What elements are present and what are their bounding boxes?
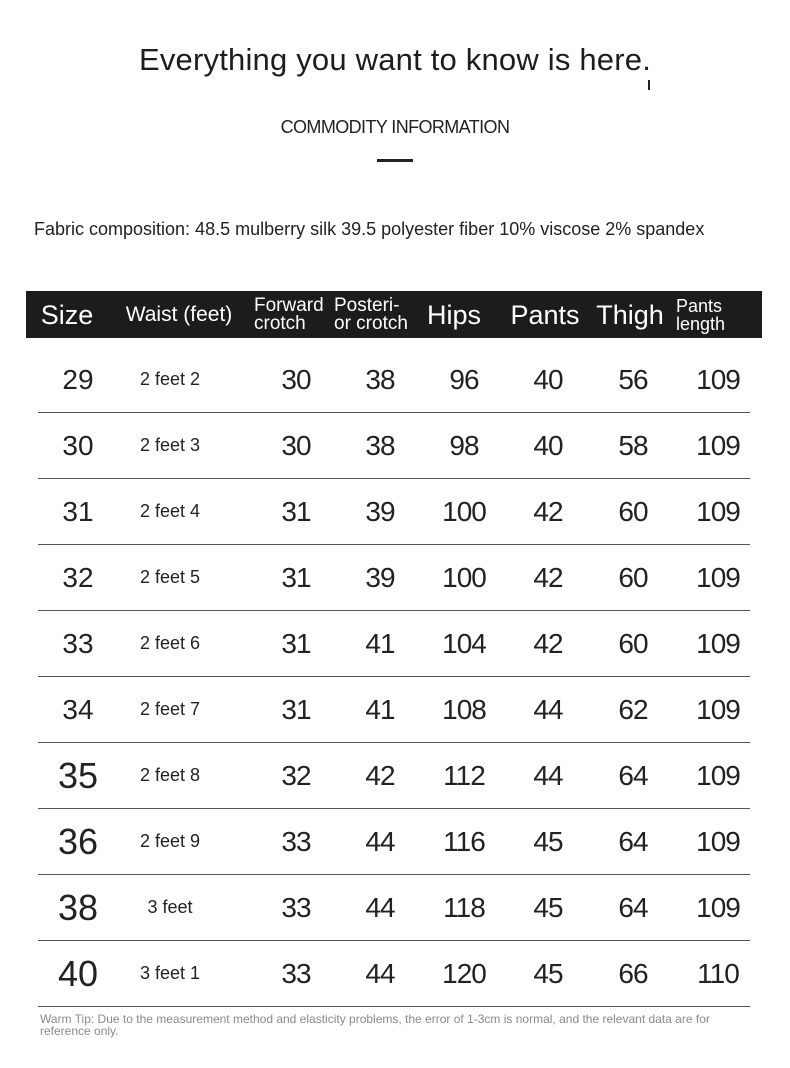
cell-thigh: 62 (618, 693, 648, 725)
cell-forward: 31 (281, 627, 311, 659)
cell-posterior: 44 (365, 957, 395, 989)
cell-pants: 40 (533, 363, 563, 395)
cell-length: 109 (696, 429, 740, 461)
cell-posterior: 42 (365, 759, 395, 791)
cell-pants: 44 (533, 759, 563, 791)
cell-waist: 3 feet 1 (139, 963, 201, 983)
cell-pants: 42 (533, 627, 563, 659)
size-table-body (38, 347, 750, 1007)
cell-size: 30 (62, 429, 94, 461)
cell-hips: 118 (443, 891, 485, 923)
cell-thigh: 58 (618, 429, 648, 461)
cell-hips: 104 (442, 627, 486, 659)
header-pants-length-line1: Pants (676, 295, 723, 316)
subtitle-divider (377, 159, 413, 162)
cell-thigh: 56 (618, 363, 648, 395)
cell-size: 35 (57, 754, 99, 796)
table-row (38, 743, 750, 809)
cell-waist: 2 feet 9 (139, 831, 201, 851)
header-pants-length (676, 291, 738, 338)
cell-forward: 31 (281, 561, 311, 593)
cell-size: 29 (62, 363, 94, 395)
cell-forward: 31 (281, 693, 311, 725)
page-headline: Everything you want to know is here. (138, 42, 652, 77)
header-forward-crotch (254, 291, 334, 338)
cell-thigh: 60 (618, 627, 648, 659)
cell-length: 109 (696, 495, 740, 527)
table-row (38, 479, 750, 545)
cell-thigh: 60 (618, 495, 648, 527)
header-posterior-crotch-line1: Posteri- (334, 294, 400, 316)
cell-length: 109 (696, 627, 740, 659)
cell-pants: 42 (533, 561, 563, 593)
cell-posterior: 44 (365, 825, 395, 857)
table-row (38, 941, 750, 1007)
cell-thigh: 64 (618, 825, 648, 857)
cell-size: 38 (57, 886, 99, 928)
cell-size: 32 (62, 561, 94, 593)
cell-forward: 33 (281, 891, 311, 923)
cell-hips: 98 (449, 429, 479, 461)
cell-forward: 31 (281, 495, 311, 527)
cell-thigh: 66 (618, 957, 648, 989)
cell-pants: 40 (533, 429, 563, 461)
cell-thigh: 64 (618, 759, 648, 791)
cell-hips: 108 (442, 693, 486, 725)
cell-size: 34 (62, 693, 94, 725)
cell-size: 40 (57, 952, 99, 994)
cell-posterior: 41 (365, 693, 395, 725)
cell-length: 109 (696, 825, 740, 857)
cell-length: 109 (696, 363, 740, 395)
warm-tip: Warm Tip: Due to the measurement method and elasticity problems, the error of 1-3cm is normal, and the relevant data are for reference only. (40, 1012, 710, 1038)
table-row (38, 545, 750, 611)
cell-pants: 45 (533, 891, 563, 923)
header-waist: Waist (feet) (125, 302, 233, 326)
table-row (38, 611, 750, 677)
cell-waist: 2 feet 7 (139, 699, 201, 719)
cell-thigh: 60 (618, 561, 648, 593)
cursor-mark (648, 80, 650, 90)
cell-forward: 33 (281, 957, 311, 989)
cell-pants: 44 (533, 693, 563, 725)
cell-length: 109 (696, 891, 740, 923)
fabric-composition: Fabric composition: 48.5 mulberry silk 39.5 polyester fiber 10% viscose 2% spandex (34, 219, 705, 239)
table-row (38, 809, 750, 875)
cell-waist: 2 feet 3 (139, 435, 201, 455)
cell-posterior: 38 (365, 429, 395, 461)
table-row (38, 413, 750, 479)
cell-hips: 116 (443, 825, 485, 857)
cell-length: 110 (697, 957, 739, 989)
cell-size: 33 (62, 627, 94, 659)
cell-waist: 2 feet 5 (139, 567, 201, 587)
header-thigh: Thigh (596, 299, 664, 330)
table-row (38, 875, 750, 941)
cell-forward: 32 (281, 759, 311, 791)
header-size: Size (40, 299, 94, 330)
cell-waist: 2 feet 2 (139, 369, 201, 389)
cell-forward: 30 (281, 363, 311, 395)
header-posterior-crotch (334, 291, 414, 338)
cell-posterior: 39 (365, 561, 395, 593)
cell-pants: 42 (533, 495, 563, 527)
cell-thigh: 64 (618, 891, 648, 923)
cell-posterior: 38 (365, 363, 395, 395)
cell-hips: 112 (443, 759, 485, 791)
cell-length: 109 (696, 561, 740, 593)
cell-waist: 3 feet (147, 897, 193, 917)
cell-pants: 45 (533, 957, 563, 989)
cell-waist: 2 feet 4 (139, 501, 201, 521)
header-pants-length-line2: length (676, 313, 726, 334)
header-forward-crotch-line2: crotch (254, 312, 306, 334)
table-row (38, 677, 750, 743)
cell-waist: 2 feet 8 (139, 765, 201, 785)
cell-posterior: 44 (365, 891, 395, 923)
header-posterior-crotch-line2: or crotch (334, 312, 408, 334)
cell-size: 31 (62, 495, 94, 527)
cell-length: 109 (696, 759, 740, 791)
cell-forward: 30 (281, 429, 311, 461)
cell-hips: 100 (442, 561, 486, 593)
cell-hips: 100 (442, 495, 486, 527)
size-table-header (26, 291, 762, 338)
cell-pants: 45 (533, 825, 563, 857)
header-forward-crotch-line1: Forward (254, 294, 324, 316)
cell-hips: 96 (449, 363, 479, 395)
cell-length: 109 (696, 693, 740, 725)
cell-waist: 2 feet 6 (139, 633, 201, 653)
cell-hips: 120 (442, 957, 486, 989)
section-subtitle: COMMODITY INFORMATION (280, 117, 510, 137)
header-pants: Pants (510, 299, 580, 330)
cell-posterior: 39 (365, 495, 395, 527)
header-hips: Hips (426, 299, 481, 330)
table-row (38, 347, 750, 413)
cell-forward: 33 (281, 825, 311, 857)
cell-posterior: 41 (365, 627, 395, 659)
cell-size: 36 (57, 820, 99, 862)
